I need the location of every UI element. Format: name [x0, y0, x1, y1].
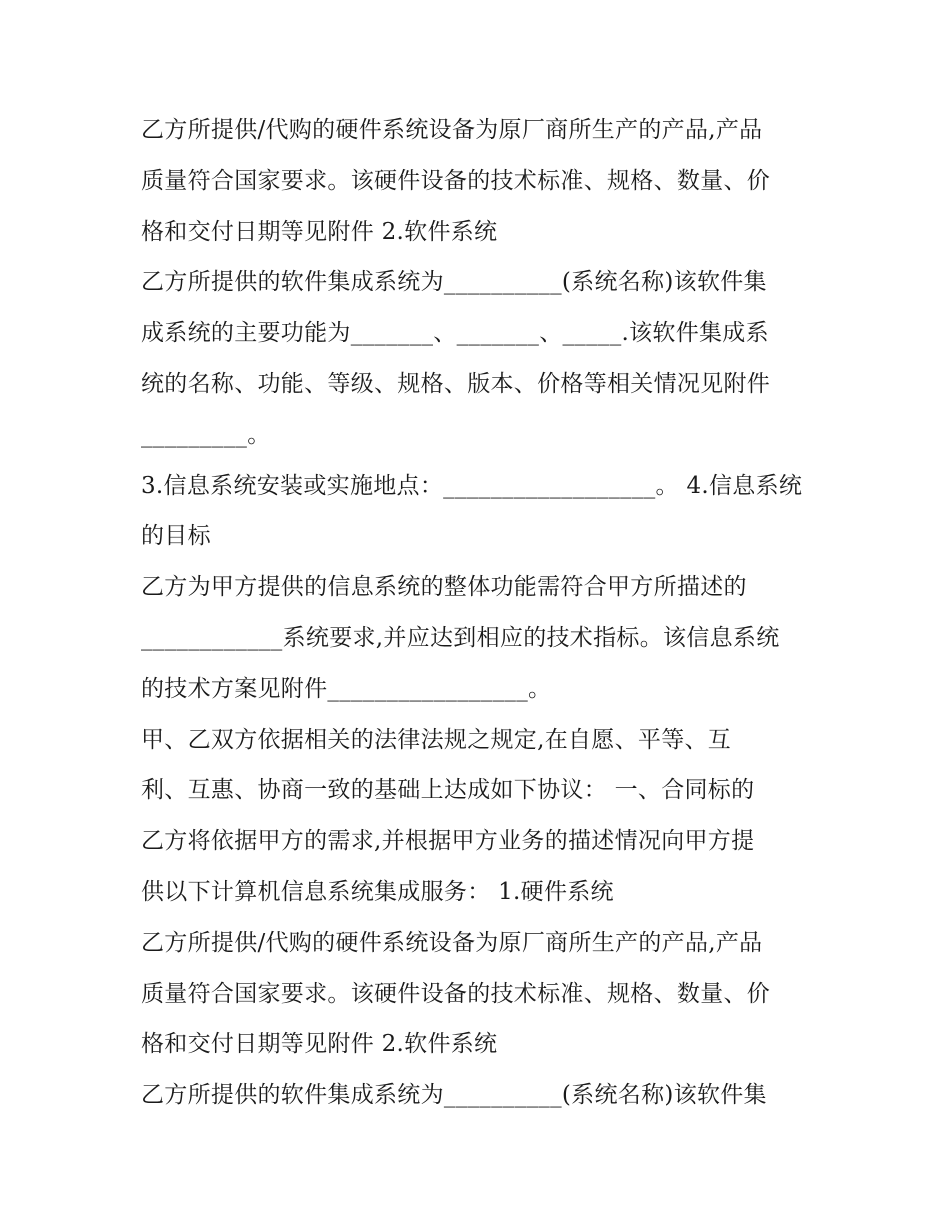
- text-line: 乙方所提供的软件集成系统为__________(系统名称)该软件集: [141, 1082, 767, 1109]
- text-line: 质量符合国家要求。该硬件设备的技术标准、规格、数量、价: [141, 167, 771, 194]
- text-line: _________。: [141, 421, 271, 448]
- text-line: 乙方所提供的软件集成系统为__________(系统名称)该软件集: [141, 269, 767, 296]
- text-line: 供以下计算机信息系统集成服务： 1.硬件系统: [141, 878, 614, 905]
- text-line: 质量符合国家要求。该硬件设备的技术标准、规格、数量、价: [141, 980, 771, 1007]
- text-line: 格和交付日期等见附件 2.软件系统: [141, 1031, 498, 1058]
- text-line: 的目标: [141, 523, 211, 550]
- text-line: 乙方将依据甲方的需求,并根据甲方业务的描述情况向甲方提: [141, 828, 755, 855]
- text-line: 利、互惠、协商一致的基础上达成如下协议： 一、合同标的: [141, 777, 755, 804]
- text-line: 成系统的主要功能为_______、_______、_____.该软件集成系: [141, 320, 769, 347]
- text-line: 乙方为甲方提供的信息系统的整体功能需符合甲方所描述的: [141, 574, 747, 601]
- text-line: 乙方所提供/代购的硬件系统设备为原厂商所生产的产品,产品: [141, 117, 763, 143]
- text-line: 甲、乙双方依据相关的法律法规之规定,在自愿、平等、互: [141, 726, 732, 753]
- text-line: 的技术方案见附件_________________。: [141, 675, 552, 702]
- text-line: 统的名称、功能、等级、规格、版本、价格等相关情况见附件: [141, 370, 771, 397]
- text-line: 乙方所提供/代购的硬件系统设备为原厂商所生产的产品,产品: [141, 929, 763, 956]
- document-body: [141, 105, 821, 1121]
- text-line: ____________系统要求,并应达到相应的技术指标。该信息系统: [141, 624, 780, 651]
- text-line: 3.信息系统安装或实施地点：__________________。 4.信息系统: [141, 472, 803, 499]
- text-line: 格和交付日期等见附件 2.软件系统: [141, 218, 498, 245]
